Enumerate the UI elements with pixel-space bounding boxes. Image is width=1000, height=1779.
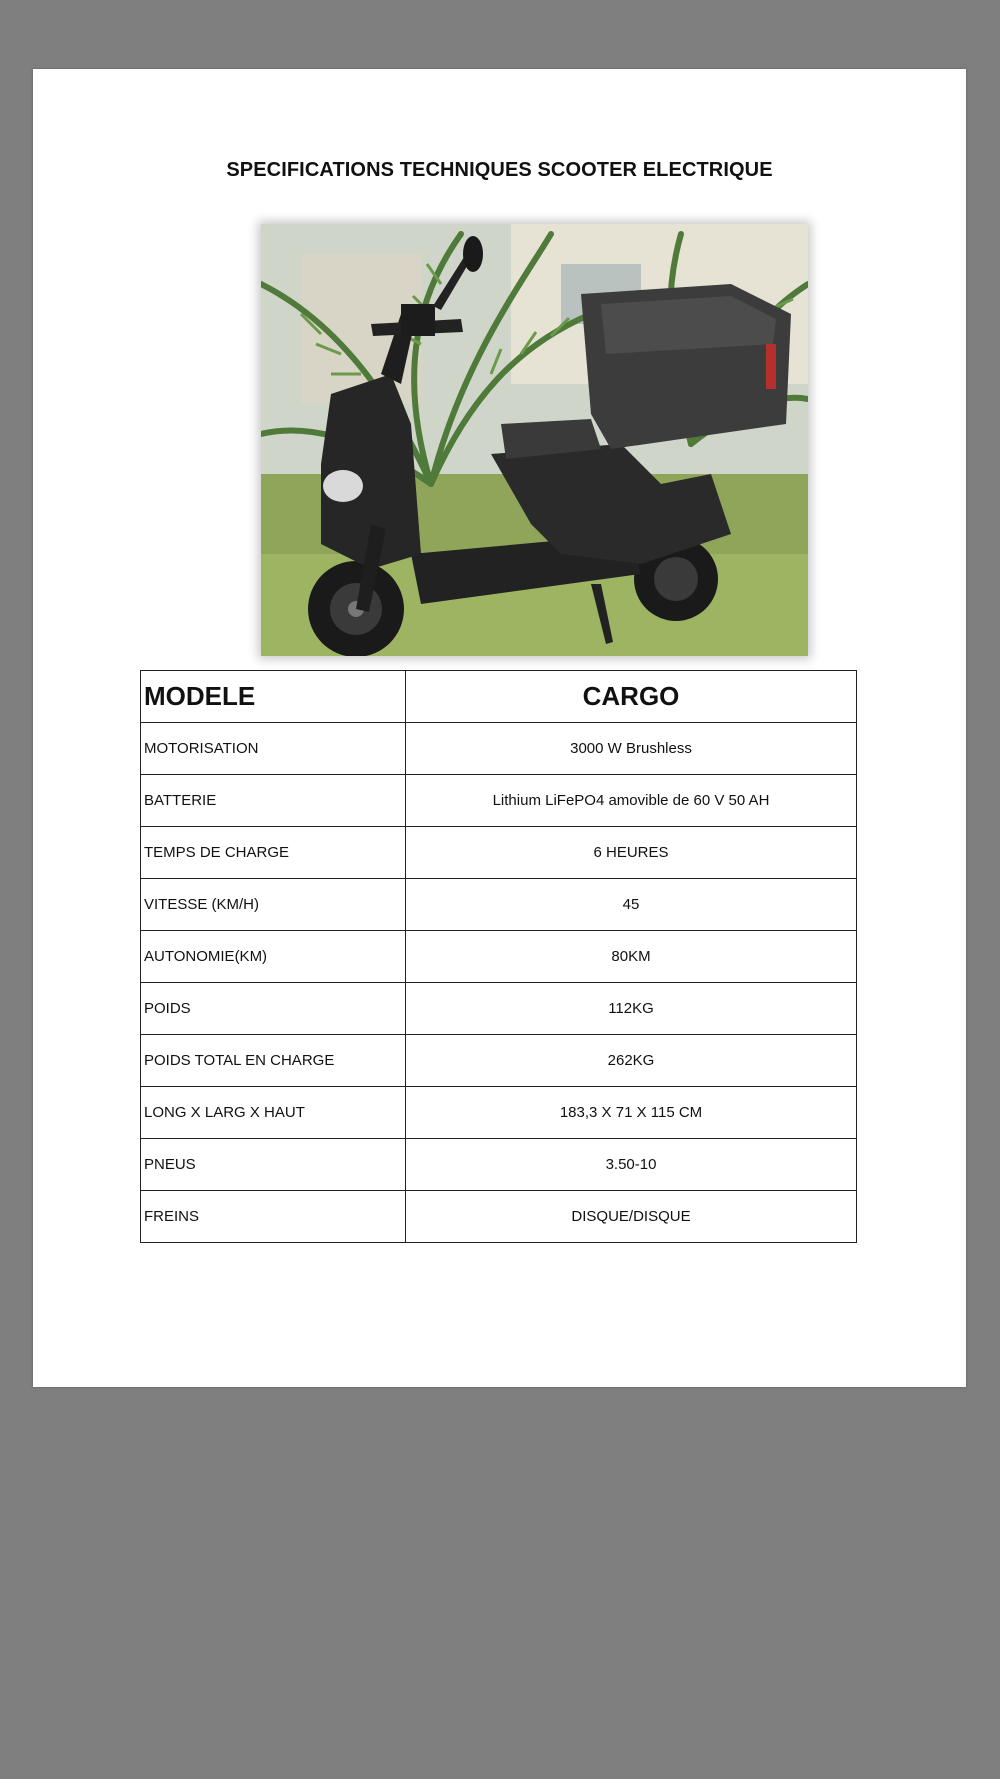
header-label-cell: MODELE	[141, 671, 406, 723]
row-label: FREINS	[141, 1191, 406, 1243]
row-label: TEMPS DE CHARGE	[141, 827, 406, 879]
row-value: 112KG	[406, 983, 857, 1035]
row-value: 3.50-10	[406, 1139, 857, 1191]
row-label: AUTONOMIE(KM)	[141, 931, 406, 983]
table-header-row	[141, 671, 857, 723]
table-row	[141, 775, 857, 827]
row-label: BATTERIE	[141, 775, 406, 827]
table-row	[141, 1087, 857, 1139]
header-value-cell: CARGO	[406, 671, 857, 723]
row-value: 183,3 X 71 X 115 CM	[406, 1087, 857, 1139]
scooter-photo	[261, 224, 808, 656]
table-row	[141, 827, 857, 879]
document-page	[33, 69, 966, 1387]
row-value: 80KM	[406, 931, 857, 983]
row-value: 45	[406, 879, 857, 931]
document-title: SPECIFICATIONS TECHNIQUES SCOOTER ELECTRIQUE	[226, 159, 773, 181]
table-row	[141, 1035, 857, 1087]
row-value: 262KG	[406, 1035, 857, 1087]
table-row	[141, 983, 857, 1035]
row-label: MOTORISATION	[141, 723, 406, 775]
row-value: 6 HEURES	[406, 827, 857, 879]
row-value: Lithium LiFePO4 amovible de 60 V 50 AH	[406, 775, 857, 827]
row-label: PNEUS	[141, 1139, 406, 1191]
row-label: POIDS TOTAL EN CHARGE	[141, 1035, 406, 1087]
spec-table	[140, 670, 857, 1243]
scooter-illustration	[261, 224, 808, 656]
table-row	[141, 1191, 857, 1243]
table-row	[141, 723, 857, 775]
row-label: VITESSE (KM/H)	[141, 879, 406, 931]
row-label: POIDS	[141, 983, 406, 1035]
table-row	[141, 879, 857, 931]
row-label: LONG X LARG X HAUT	[141, 1087, 406, 1139]
table-row	[141, 931, 857, 983]
row-value: DISQUE/DISQUE	[406, 1191, 857, 1243]
table-row	[141, 1139, 857, 1191]
row-value: 3000 W Brushless	[406, 723, 857, 775]
